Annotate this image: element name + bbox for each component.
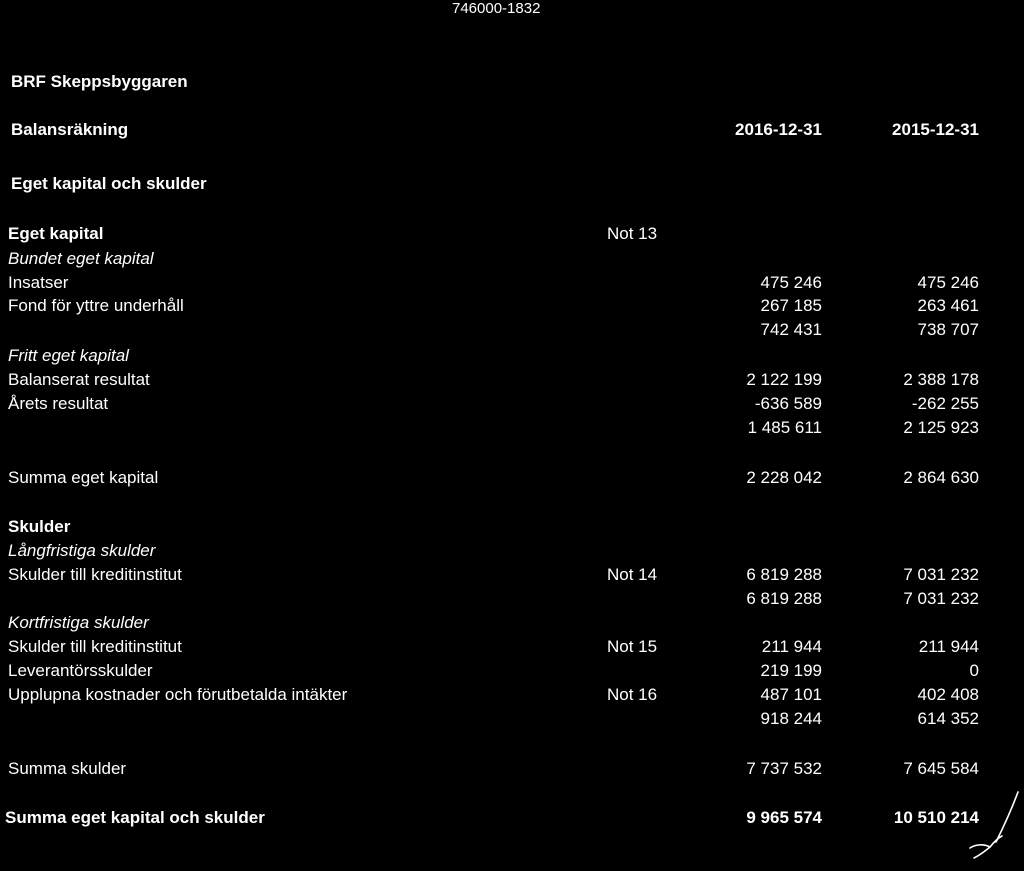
column-header-2016: 2016-12-31 bbox=[735, 120, 822, 139]
row-fond-label: Fond för yttre underhåll bbox=[8, 296, 184, 315]
row-balanserat-2016: 2 122 199 bbox=[746, 370, 822, 389]
row-leverantor-2016: 219 199 bbox=[760, 661, 822, 680]
restricted-equity-heading: Bundet eget kapital bbox=[8, 249, 154, 268]
row-arets-2015: -262 255 bbox=[911, 394, 979, 413]
row-upplupna-label: Upplupna kostnader och förutbetalda intäkter bbox=[8, 685, 348, 704]
restricted-subtotal-2015: 738 707 bbox=[917, 320, 979, 339]
row-leverantor-2015: 0 bbox=[969, 661, 979, 680]
row-insatser-2015: 475 246 bbox=[917, 273, 979, 292]
long-term-subtotal-2016: 6 819 288 bbox=[746, 589, 822, 608]
equity-note: Not 13 bbox=[607, 224, 658, 243]
row-arets-2016: -636 589 bbox=[754, 394, 822, 413]
grand-total-2016: 9 965 574 bbox=[746, 808, 822, 827]
row-insatser-2016: 475 246 bbox=[760, 273, 822, 292]
equity-total-2016: 2 228 042 bbox=[746, 468, 822, 487]
signature-initials-icon bbox=[960, 790, 1020, 865]
liabilities-heading: Skulder bbox=[8, 517, 71, 536]
row-upplupna-2015: 402 408 bbox=[917, 685, 979, 704]
row-longterm-kredit-2015: 7 031 232 bbox=[903, 565, 979, 584]
section-title: Eget kapital och skulder bbox=[11, 174, 207, 193]
row-shortterm-kredit-label: Skulder till kreditinstitut bbox=[8, 637, 182, 656]
row-leverantor-label: Leverantörsskulder bbox=[8, 661, 153, 680]
row-longterm-kredit-label: Skulder till kreditinstitut bbox=[8, 565, 182, 584]
short-term-subtotal-2015: 614 352 bbox=[917, 709, 979, 728]
grand-total-2015: 10 510 214 bbox=[893, 808, 979, 827]
row-fond-2016: 267 185 bbox=[760, 296, 822, 315]
liabilities-total-2015: 7 645 584 bbox=[903, 759, 979, 778]
row-longterm-kredit-note: Not 14 bbox=[607, 565, 658, 584]
column-header-2015: 2015-12-31 bbox=[892, 120, 979, 139]
equity-total-label: Summa eget kapital bbox=[8, 468, 159, 487]
row-upplupna-note: Not 16 bbox=[607, 685, 658, 704]
row-shortterm-kredit-note: Not 15 bbox=[607, 637, 658, 656]
liabilities-total-2016: 7 737 532 bbox=[746, 759, 822, 778]
row-fond-2015: 263 461 bbox=[917, 296, 979, 315]
liabilities-total-label: Summa skulder bbox=[8, 759, 127, 778]
equity-total-2015: 2 864 630 bbox=[903, 468, 979, 487]
row-longterm-kredit-2016: 6 819 288 bbox=[746, 565, 822, 584]
long-term-heading: Långfristiga skulder bbox=[8, 541, 156, 560]
row-shortterm-kredit-2015: 211 944 bbox=[918, 637, 979, 656]
grand-total-label: Summa eget kapital och skulder bbox=[5, 808, 265, 827]
free-subtotal-2015: 2 125 923 bbox=[903, 418, 979, 437]
short-term-subtotal-2016: 918 244 bbox=[760, 709, 822, 728]
company-name: BRF Skeppsbyggaren bbox=[11, 72, 188, 91]
short-term-heading: Kortfristiga skulder bbox=[8, 613, 149, 632]
org-number: 746000-1832 bbox=[452, 0, 541, 17]
free-equity-heading: Fritt eget kapital bbox=[8, 346, 129, 365]
row-shortterm-kredit-2016: 211 944 bbox=[761, 637, 822, 656]
equity-heading: Eget kapital bbox=[8, 224, 104, 243]
free-subtotal-2016: 1 485 611 bbox=[747, 418, 822, 437]
statement-title: Balansräkning bbox=[11, 120, 129, 139]
row-balanserat-label: Balanserat resultat bbox=[8, 370, 150, 389]
row-balanserat-2015: 2 388 178 bbox=[903, 370, 979, 389]
long-term-subtotal-2015: 7 031 232 bbox=[903, 589, 979, 608]
restricted-subtotal-2016: 742 431 bbox=[760, 320, 822, 339]
row-upplupna-2016: 487 101 bbox=[760, 685, 822, 704]
row-arets-label: Årets resultat bbox=[8, 394, 109, 413]
row-insatser-label: Insatser bbox=[8, 273, 69, 292]
